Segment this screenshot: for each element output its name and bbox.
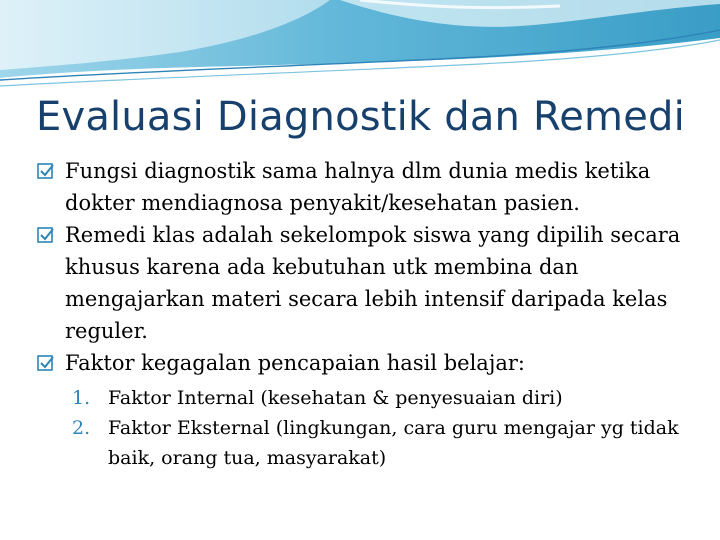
number-marker: 2. <box>72 417 91 439</box>
bullet-text: Remedi klas adalah sekelompok siswa yang dipilih secara khusus karena ada kebutuhan utk membina dan mengajarkan materi secara lebih intensif daripada kelas reguler. <box>65 223 681 343</box>
numbered-item <box>36 413 696 473</box>
checkbox-bullet-icon <box>36 353 56 373</box>
checkbox-bullet-icon <box>36 225 56 245</box>
bullet-item <box>36 219 696 347</box>
checkbox-bullet-icon <box>36 161 56 181</box>
bullet-item <box>36 347 696 379</box>
header-wave-decoration <box>0 0 720 95</box>
slide-body <box>36 155 696 473</box>
numbered-list <box>36 383 696 473</box>
numbered-item-text: Faktor Internal (kesehatan & penyesuaian diri) <box>108 387 563 409</box>
slide-title: Evaluasi Diagnostik dan Remedi <box>36 94 685 140</box>
number-marker: 1. <box>72 387 91 409</box>
numbered-item <box>36 383 696 413</box>
numbered-item-text: Faktor Eksternal (lingkungan, cara guru mengajar yg tidak baik, orang tua, masyarakat) <box>108 417 679 469</box>
bullet-text: Fungsi diagnostik sama halnya dlm dunia medis ketika dokter mendiagnosa penyakit/kesehatan pasien. <box>65 159 651 215</box>
bullet-text: Faktor kegagalan pencapaian hasil belajar: <box>65 351 525 375</box>
bullet-item <box>36 155 696 219</box>
